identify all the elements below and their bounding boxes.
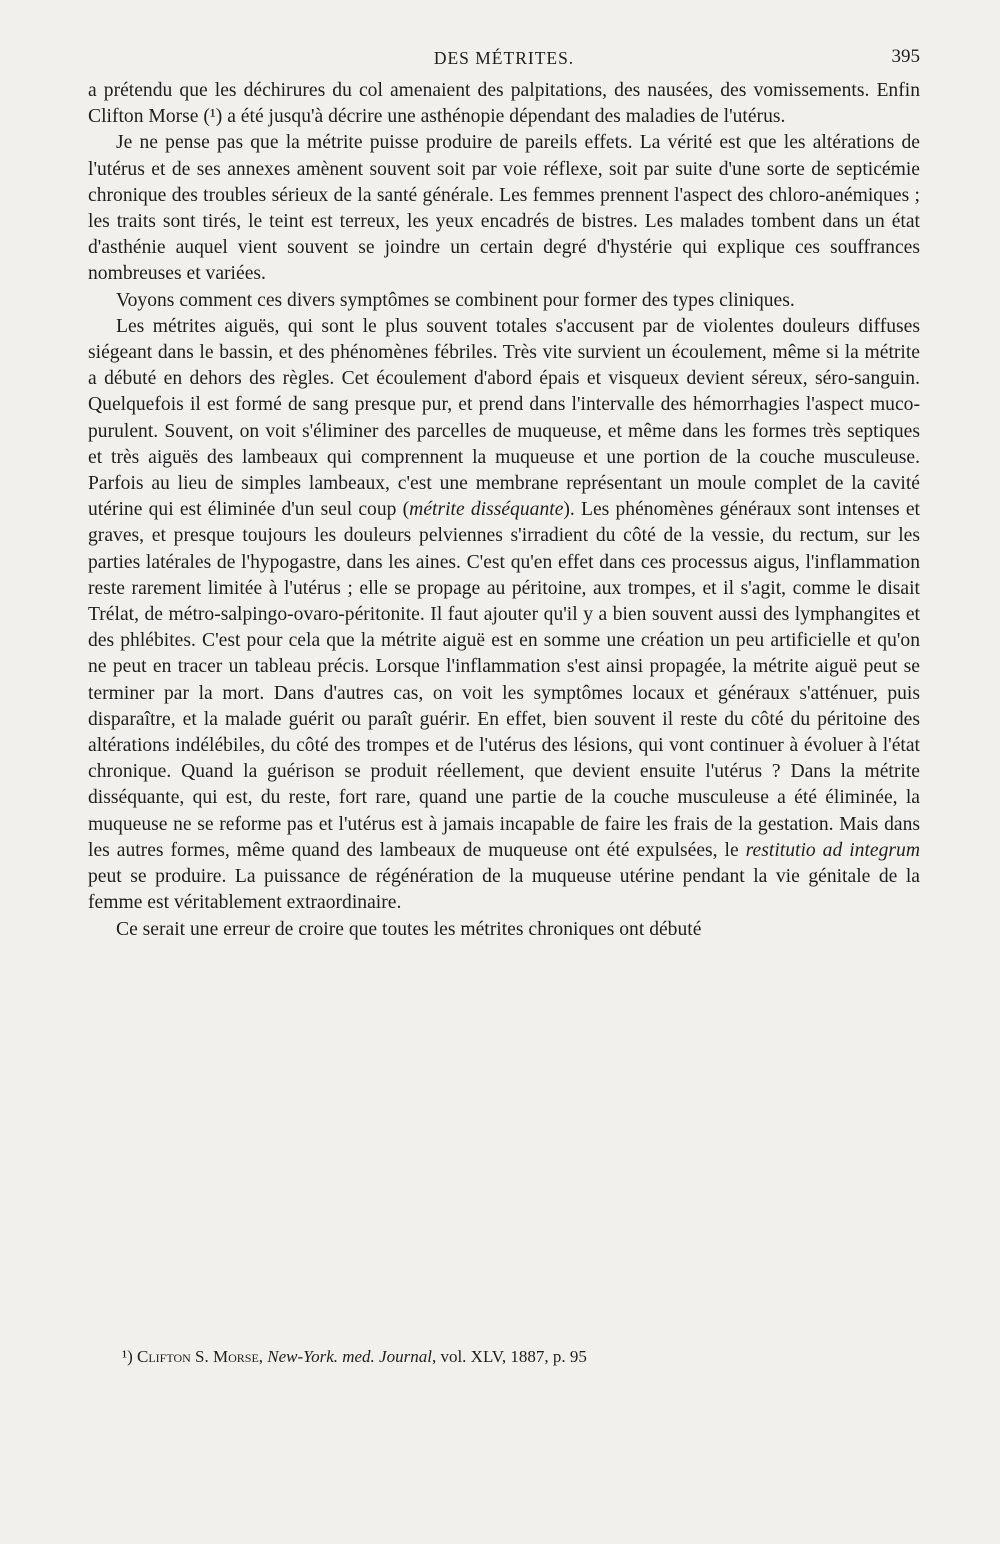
- paragraph: [88, 288, 920, 314]
- text-segment: a prétendu que les déchirures du col amenaient des palpitations, des nausées, des vomissements. Enfin Clifton Morse (¹) a été jusqu'à décrire une asthénopie dépendant des maladies de l'utérus.: [88, 80, 920, 128]
- text-segment: Je ne pense pas que la métrite puisse produire de pareils effets. La vérité est que les altérations de l'utérus et de ses annexes amènent souvent soit par voie réflexe, soit par suite d'une sorte de septicémie chronique des troubles sérieux de la santé générale. Les femmes prennent l'aspect des chloro-anémiques ; les traits sont tirés, le teint est terreux, les yeux encadrés de bistres. Les malades tombent dans un état d'asthénie auquel vient souvent se joindre un certain degré d'hystérie qui explique ces souffrances nombreuses et variées.: [88, 132, 920, 285]
- footnote-marker: ¹): [122, 1347, 133, 1366]
- paragraph: [88, 130, 920, 287]
- body-text: [88, 78, 920, 943]
- paragraph: [88, 78, 920, 130]
- text-segment: Voyons comment ces divers symptômes se combinent pour former des types cliniques.: [116, 289, 795, 311]
- text-segment: ). Les phénomènes généraux sont intenses et graves, et presque toujours les douleurs pelviennes s'irradient du côté de la vessie, du rectum, sur les parties latérales de l'hypogastre, dans les aines. C'est qu'en effet dans ces processus aigus, l'inflammation reste rarement limitée à l'utérus ; elle se propage au péritoine, aux trompes, et il s'agit, comme le disait Trélat, de métro-salpingo-ovaro-péritonite. Il faut ajouter qu'il y a bien souvent aussi des lymphangites et des phlébites. C'est pour cela que la métrite aiguë est en somme une création un peu artificielle et qu'on ne peut en tracer un tableau précis. Lorsque l'inflammation s'est ainsi propagée, la métrite aiguë peut se terminer par la mort. Dans d'autres cas, on voit les symptômes locaux et généraux s'atténuer, puis disparaître, et la malade guérit ou paraît guérir. En effet, bien souvent il reste du côté du péritoine des altérations indélébiles, du côté des trompes et de l'utérus des lésions, qui vont continuer à évoluer à l'état chronique. Quand la guérison se produit réellement, que devient ensuite l'utérus ? Dans la métrite disséquante, qui est, du reste, fort rare, quand une partie de la couche musculeuse a été éliminée, la muqueuse ne se reforme pas et l'utérus est à jamais incapable de faire les frais de la gestation. Mais dans les autres formes, même quand des lambeaux de muqueuse ont été expulsées, le: [88, 499, 920, 861]
- text-segment: peut se produire. La puissance de régénération de la muqueuse utérine pendant la vie génitale de la femme est véritablement extraordinaire.: [88, 866, 920, 914]
- footnote-author: Clifton S. Morse: [137, 1347, 259, 1366]
- italic-phrase: métrite disséquante: [409, 499, 564, 521]
- book-page: [88, 40, 920, 943]
- paragraph: [88, 917, 920, 943]
- footnote-journal: New-York. med. Journal: [267, 1347, 432, 1366]
- text-segment: Les métrites aiguës, qui sont le plus souvent totales s'accusent par de violentes douleurs diffuses siégeant dans le bassin, et des phénomènes fébriles. Très vite survient un écoulement, même si la métrite a débuté en dehors des règles. Cet écoulement d'abord épais et visqueux devient séreux, séro-sanguin. Quelquefois il est formé de sang presque pur, et prend dans l'intervalle des hémorrhagies l'aspect muco-purulent. Souvent, on voit s'éliminer des parcelles de muqueuse, et même dans les formes très septiques et très aiguës des lambeaux qui comprennent la muqueuse et une portion de la couche musculeuse. Parfois au lieu de simples lambeaux, c'est une membrane représentant un moule complet de la cavité utérine qui est éliminée d'un seul coup (: [88, 315, 920, 521]
- page-header: [88, 40, 920, 78]
- footnote-separator: ,: [258, 1347, 268, 1366]
- text-segment: Ce serait une erreur de croire que toutes les métrites chroniques ont débuté: [116, 918, 702, 940]
- running-head: DES MÉTRITES.: [433, 48, 575, 68]
- page-number: 395: [891, 46, 920, 67]
- footnote: [122, 1347, 587, 1367]
- footnote-details: , vol. XLV, 1887, p. 95: [431, 1347, 587, 1366]
- paragraph: [88, 314, 920, 917]
- italic-phrase: restitutio ad integrum: [745, 839, 920, 861]
